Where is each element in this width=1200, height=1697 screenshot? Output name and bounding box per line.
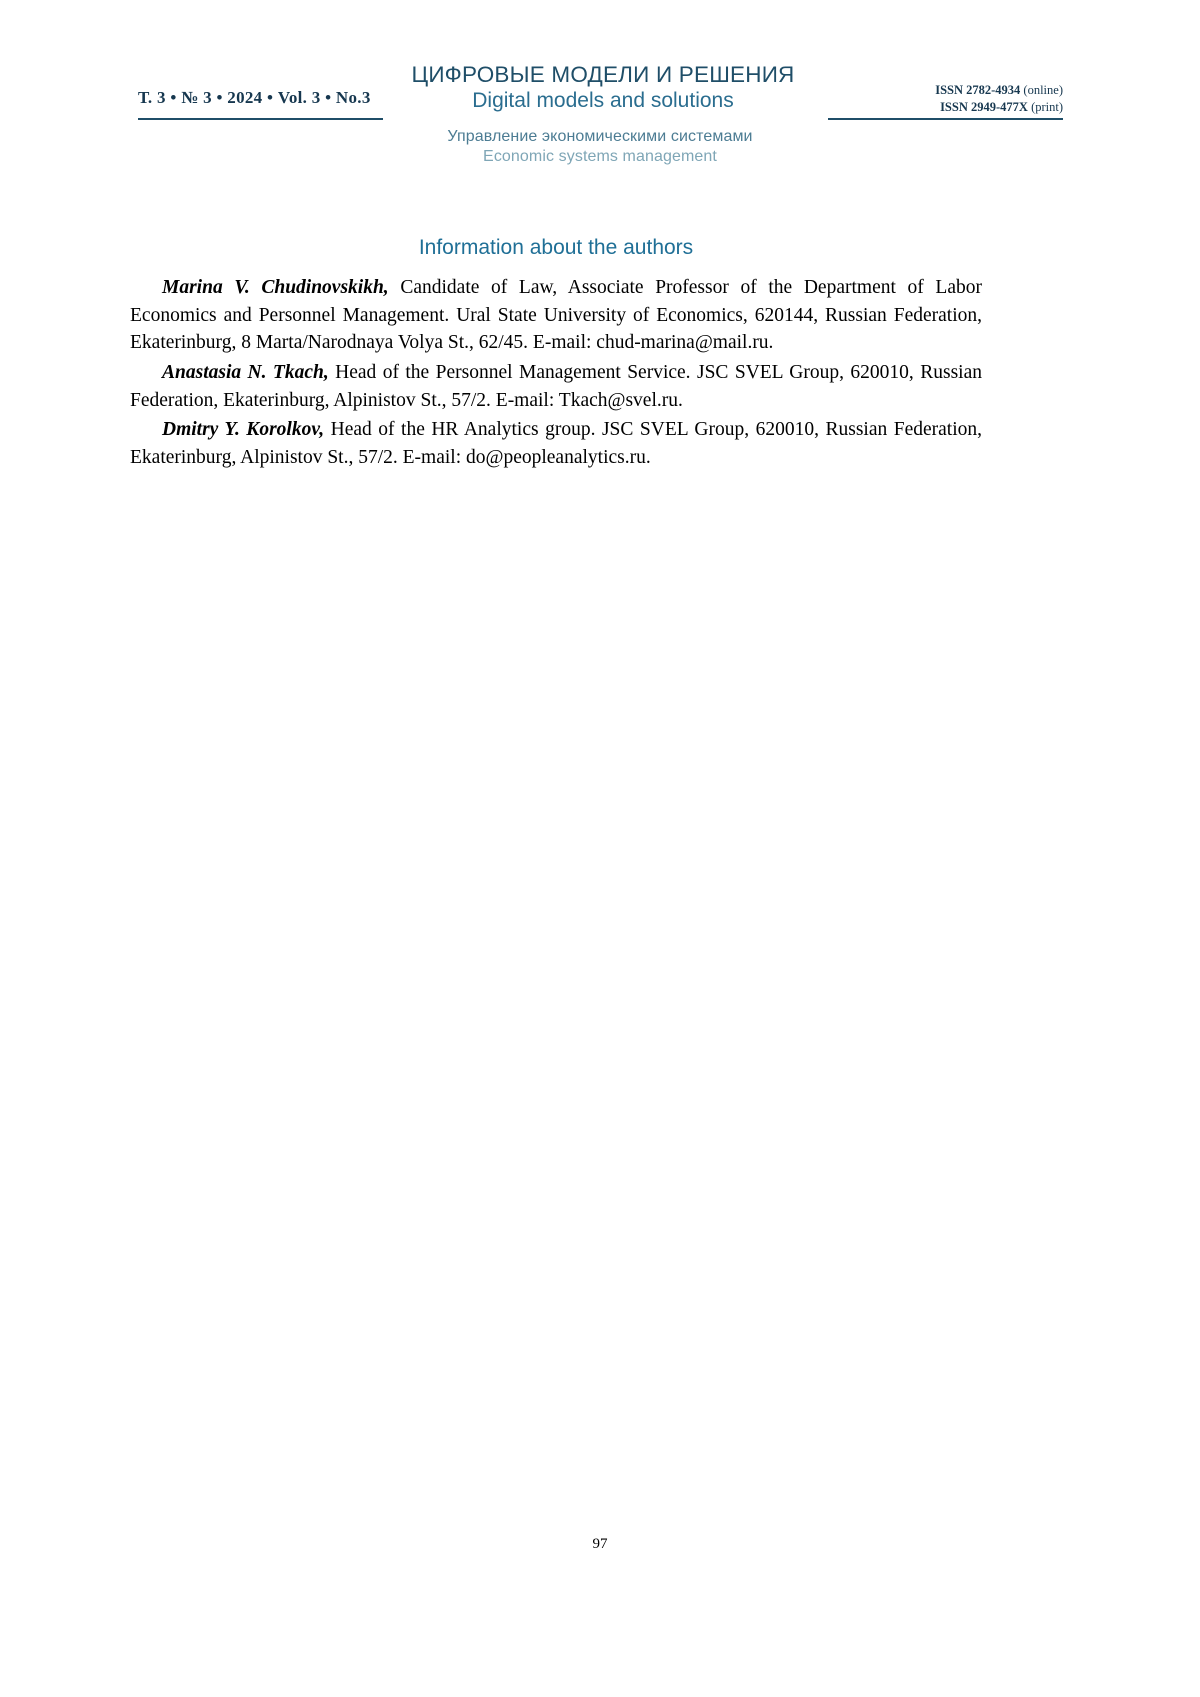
author-name: Marina V. Chudinovskikh, xyxy=(162,277,389,298)
author-entry xyxy=(130,416,982,471)
rubric-ru: Управление экономическими системами xyxy=(447,128,753,145)
volume-issue-line: Т. 3 • № 3 • 2024 • Vol. 3 • No.3 xyxy=(138,88,371,107)
journal-title-en: Digital models and solutions xyxy=(472,89,734,112)
page-content xyxy=(130,236,982,474)
journal-masthead xyxy=(403,62,803,113)
author-affiliation: Candidate of Law, Associate Professor of the Department of Labor Economics and Personnel Management. Ural State University of Economics, 620144, Russian Federation, Ekaterinburg, 8 Marta/Narodnaya Volya St., 62/45. E-mail: chud-marina@mail.ru. xyxy=(130,277,982,354)
issn-block xyxy=(935,82,1063,116)
page-title: Information about the authors xyxy=(418,236,694,259)
rubric-en: Economic systems management xyxy=(483,148,717,165)
issn-online-type: (online) xyxy=(1023,83,1063,97)
issn-print-number: ISSN 2949-477X xyxy=(940,99,1028,114)
author-name: Dmitry Y. Korolkov, xyxy=(162,419,325,441)
issn-online xyxy=(935,82,1063,99)
issn-print xyxy=(935,99,1063,116)
author-name: Anastasia N. Tkach, xyxy=(162,362,329,384)
journal-title-ru: ЦИФРОВЫЕ МОДЕЛИ И РЕШЕНИЯ xyxy=(411,62,795,87)
page-header xyxy=(138,62,1063,122)
issn-print-type: (print) xyxy=(1031,99,1063,114)
author-entry xyxy=(130,274,982,357)
author-affiliation: Head of the Personnel Management Service. JSC SVEL Group, 620010, Russian Federation, Ekaterinburg, Alpinistov St., 57/2. E-mail: Tkach@svel.ru. xyxy=(130,362,982,411)
page-number: 97 xyxy=(592,1536,608,1552)
header-rule-left xyxy=(138,118,383,120)
section-rubric xyxy=(0,128,1200,166)
author-entry xyxy=(130,359,982,414)
header-rule-right xyxy=(828,118,1063,120)
issn-online-number: ISSN 2782-4934 xyxy=(935,83,1021,97)
author-affiliation: Head of the HR Analytics group. JSC SVEL Group, 620010, Russian Federation, Ekaterinburg, Alpinistov St., 57/2. E-mail: do@peopleanalytics.ru. xyxy=(130,419,983,469)
